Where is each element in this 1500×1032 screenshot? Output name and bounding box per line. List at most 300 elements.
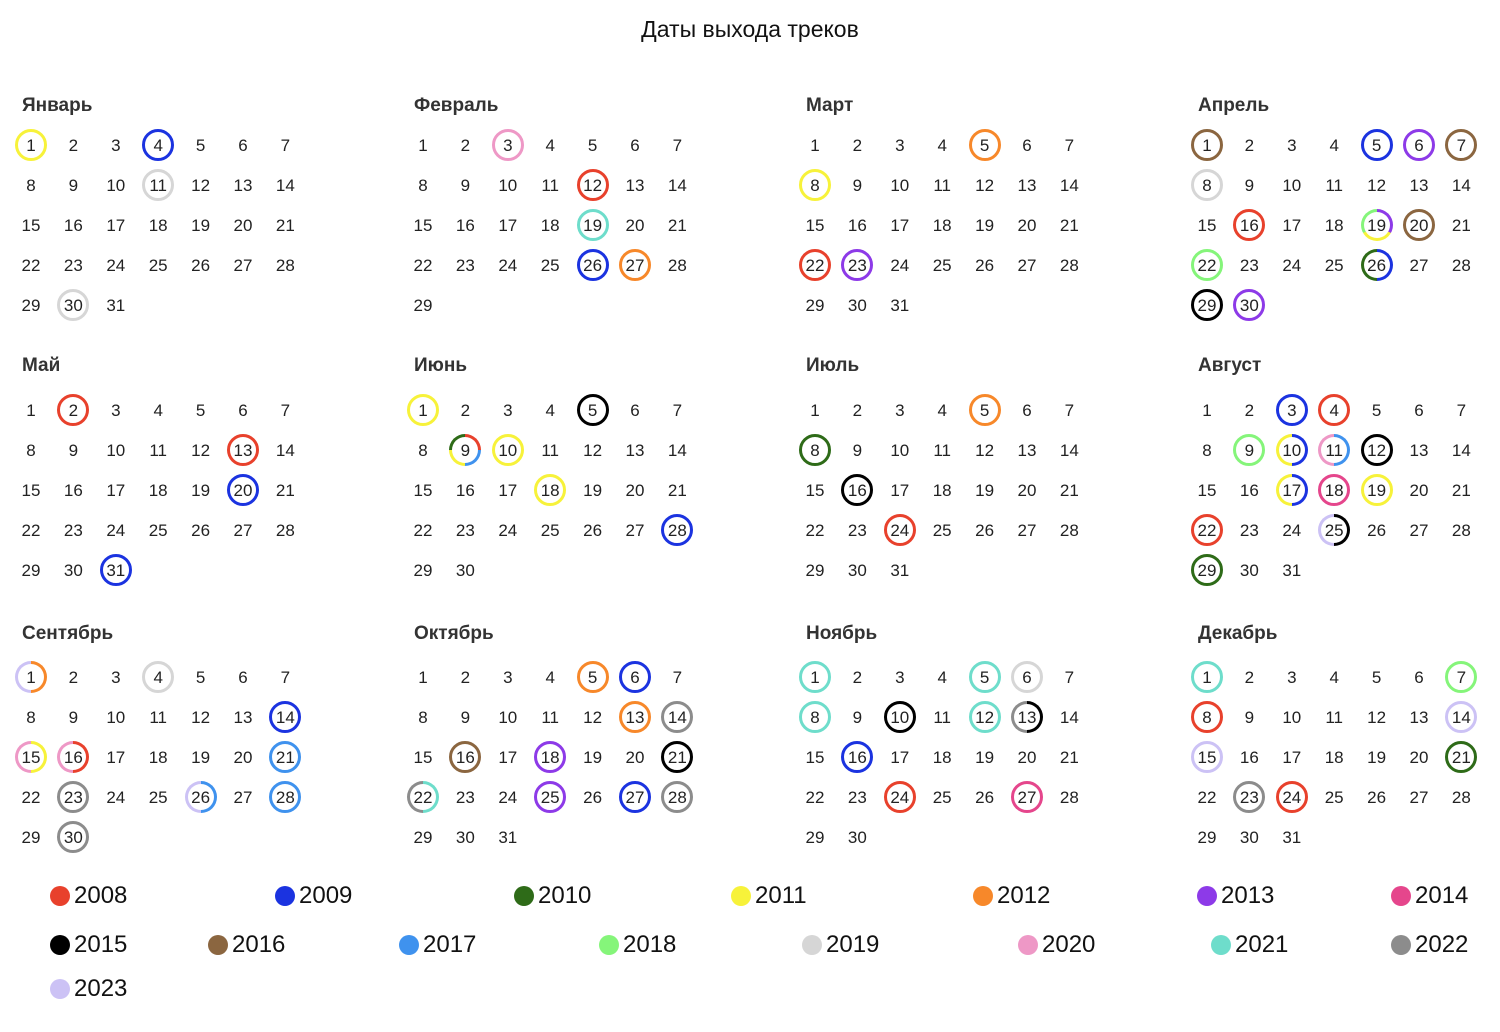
calendar-day: [1276, 821, 1308, 853]
day-number: 9: [1244, 175, 1255, 195]
calendar-day: [1318, 209, 1350, 241]
day-number: 27: [625, 787, 645, 807]
calendar-day: [619, 514, 651, 546]
month-name: Апрель: [1198, 95, 1270, 116]
day-number: 17: [890, 215, 910, 235]
release-date-marker: [1403, 129, 1435, 161]
day-number: 25: [148, 520, 168, 540]
day-number: 18: [148, 215, 168, 235]
day-number: 17: [106, 747, 126, 767]
day-number: 30: [1239, 827, 1259, 847]
calendar-day: [269, 474, 301, 506]
day-number: 6: [1022, 400, 1032, 420]
calendar-day: [100, 701, 132, 733]
calendar-day: [269, 169, 301, 201]
legend-item: [50, 975, 127, 1003]
day-number: 18: [1324, 747, 1344, 767]
calendar-day: [619, 169, 651, 201]
calendar-day: [1053, 661, 1085, 693]
day-number: 14: [667, 707, 687, 727]
day-number: 27: [1017, 255, 1037, 275]
calendar-day: [1361, 781, 1393, 813]
day-number: 5: [1371, 135, 1382, 155]
day-number: 22: [21, 255, 41, 275]
day-number: 20: [1409, 747, 1429, 767]
legend-swatch: [50, 935, 70, 955]
legend-swatch: [50, 979, 70, 999]
day-number: 22: [805, 787, 825, 807]
calendar-day: [926, 434, 958, 466]
calendar-day: [577, 434, 609, 466]
day-number: 26: [975, 787, 995, 807]
day-number: 6: [238, 400, 248, 420]
calendar-day: [1233, 514, 1265, 546]
day-number: 17: [106, 215, 126, 235]
day-number: 31: [1282, 560, 1302, 580]
day-number: 16: [847, 747, 867, 767]
day-number: 30: [63, 827, 83, 847]
day-number: 26: [975, 255, 995, 275]
calendar-day: [841, 781, 873, 813]
day-number: 10: [498, 175, 518, 195]
day-number: 14: [1451, 440, 1471, 460]
day-number: 19: [583, 480, 603, 500]
day-number: 27: [1409, 520, 1429, 540]
day-number: 12: [975, 175, 995, 195]
day-number: 21: [1451, 480, 1471, 500]
day-number: 24: [1282, 255, 1302, 275]
day-number: 21: [1451, 215, 1471, 235]
calendar-day: [884, 289, 916, 321]
day-number: 1: [810, 135, 820, 155]
day-number: 2: [68, 400, 79, 420]
calendar-day: [577, 129, 609, 161]
release-date-marker: [57, 289, 89, 321]
calendar-day: [1011, 169, 1043, 201]
day-number: 29: [413, 827, 433, 847]
day-number: 6: [1022, 667, 1032, 687]
day-number: 30: [455, 560, 475, 580]
calendar-day: [449, 209, 481, 241]
release-date-marker: [534, 474, 566, 506]
calendar-day: [57, 209, 89, 241]
day-number: 31: [890, 560, 910, 580]
day-number: 26: [191, 787, 211, 807]
day-number: 25: [1324, 255, 1344, 275]
calendar-day: [1361, 514, 1393, 546]
calendar-day: [534, 701, 566, 733]
day-number: 7: [1064, 400, 1075, 420]
day-number: 31: [1282, 827, 1302, 847]
release-date-marker: [185, 781, 217, 813]
calendar-day: [1445, 209, 1477, 241]
day-number: 15: [21, 747, 41, 767]
day-number: 26: [191, 255, 211, 275]
month-name: Июнь: [414, 355, 468, 376]
calendar-day: [407, 661, 439, 693]
day-number: 5: [195, 135, 206, 155]
calendar-day: [407, 434, 439, 466]
month-name: Сентябрь: [22, 623, 114, 644]
release-date-marker: [661, 701, 693, 733]
calendar-day: [1445, 169, 1477, 201]
calendar-day: [926, 169, 958, 201]
day-number: 7: [672, 400, 683, 420]
day-number: 20: [1017, 215, 1037, 235]
calendar-day: [926, 474, 958, 506]
calendar-day: [142, 701, 174, 733]
release-date-marker: [269, 781, 301, 813]
release-date-marker: [661, 781, 693, 813]
day-number: 1: [26, 667, 36, 687]
calendar-day: [1233, 701, 1265, 733]
day-number: 12: [191, 175, 211, 195]
day-number: 28: [667, 255, 687, 275]
calendar-day: [534, 129, 566, 161]
day-number: 7: [280, 667, 291, 687]
calendar-day: [15, 474, 47, 506]
calendar-day: [1191, 474, 1223, 506]
release-date-marker: [1011, 701, 1043, 733]
day-number: 12: [1367, 707, 1387, 727]
day-number: 29: [1197, 827, 1217, 847]
calendar-day: [799, 289, 831, 321]
release-date-marker: [619, 701, 651, 733]
legend-swatch: [1197, 886, 1217, 906]
day-number: 3: [503, 135, 513, 155]
calendar-day: [841, 209, 873, 241]
day-number: 9: [460, 175, 471, 195]
release-date-marker: [57, 394, 89, 426]
calendar-day: [227, 129, 259, 161]
release-date-marker: [57, 741, 89, 773]
day-number: 25: [1324, 520, 1344, 540]
day-number: 26: [1367, 520, 1387, 540]
day-number: 16: [847, 215, 867, 235]
day-number: 19: [975, 215, 995, 235]
release-date-marker: [1403, 209, 1435, 241]
legend-item: [50, 882, 127, 910]
day-number: 21: [667, 747, 687, 767]
calendar-day: [269, 249, 301, 281]
day-number: 19: [975, 480, 995, 500]
day-number: 24: [890, 787, 910, 807]
calendar-day: [577, 781, 609, 813]
calendar-day: [407, 209, 439, 241]
day-number: 28: [275, 787, 295, 807]
calendar-day: [799, 209, 831, 241]
day-number: 10: [106, 175, 126, 195]
day-number: 29: [1197, 560, 1217, 580]
calendar-day: [1233, 661, 1265, 693]
day-number: 5: [587, 667, 598, 687]
day-number: 28: [1059, 787, 1079, 807]
day-number: 27: [1017, 520, 1037, 540]
calendar-day: [492, 741, 524, 773]
release-date-marker: [449, 741, 481, 773]
release-date-marker: [1191, 249, 1223, 281]
day-number: 23: [1239, 255, 1259, 275]
calendar-day: [969, 209, 1001, 241]
day-number: 28: [1451, 787, 1471, 807]
page-title: Даты выхода треков: [641, 16, 859, 42]
legend-label: 2017: [423, 931, 477, 958]
release-date-marker: [1361, 129, 1393, 161]
calendar-day: [227, 741, 259, 773]
calendar-day: [449, 129, 481, 161]
day-number: 10: [890, 707, 910, 727]
calendar-day: [841, 661, 873, 693]
month-name: Ноябрь: [806, 623, 878, 644]
day-number: 28: [275, 520, 295, 540]
day-number: 4: [153, 667, 163, 687]
day-number: 27: [1409, 255, 1429, 275]
day-number: 23: [847, 255, 867, 275]
calendar-day: [407, 129, 439, 161]
day-number: 9: [852, 440, 863, 460]
day-number: 2: [852, 135, 863, 155]
day-number: 27: [233, 255, 253, 275]
calendar-day: [1011, 434, 1043, 466]
release-date-marker: [1276, 394, 1308, 426]
calendar-day: [185, 209, 217, 241]
day-number: 11: [149, 707, 168, 727]
day-number: 22: [413, 255, 433, 275]
calendar-day: [407, 701, 439, 733]
day-number: 8: [418, 440, 428, 460]
legend-item: [1211, 931, 1288, 959]
release-date-marker: [1318, 474, 1350, 506]
release-date-marker: [1361, 434, 1393, 466]
day-number: 25: [932, 255, 952, 275]
day-number: 11: [933, 175, 952, 195]
release-date-marker: [1191, 741, 1223, 773]
day-number: 16: [1239, 480, 1259, 500]
day-number: 5: [587, 400, 598, 420]
day-number: 1: [26, 400, 36, 420]
calendar-day: [492, 474, 524, 506]
calendar-day: [1011, 474, 1043, 506]
day-number: 13: [1409, 175, 1429, 195]
day-number: 14: [1059, 440, 1079, 460]
day-number: 24: [1282, 787, 1302, 807]
day-number: 27: [625, 520, 645, 540]
legend-swatch: [1018, 935, 1038, 955]
day-number: 24: [106, 520, 126, 540]
calendar-day: [100, 249, 132, 281]
calendar-day: [1233, 394, 1265, 426]
day-number: 20: [233, 480, 253, 500]
calendar-day: [969, 249, 1001, 281]
calendar-day: [1276, 209, 1308, 241]
calendar-day: [449, 394, 481, 426]
legend-swatch: [208, 935, 228, 955]
day-number: 23: [63, 520, 83, 540]
day-number: 24: [106, 787, 126, 807]
calendar-day: [926, 661, 958, 693]
calendar-day: [1403, 781, 1435, 813]
month-name: Февраль: [414, 95, 499, 116]
release-date-marker: [1361, 209, 1393, 241]
day-number: 6: [238, 667, 248, 687]
day-number: 23: [455, 520, 475, 540]
day-number: 8: [810, 175, 820, 195]
release-date-marker: [577, 209, 609, 241]
day-number: 2: [1244, 400, 1255, 420]
day-number: 13: [233, 707, 253, 727]
day-number: 11: [541, 175, 560, 195]
day-number: 12: [583, 175, 603, 195]
day-number: 24: [498, 787, 518, 807]
calendar-day: [841, 514, 873, 546]
day-number: 25: [540, 255, 560, 275]
calendar-day: [1053, 781, 1085, 813]
day-number: 22: [21, 520, 41, 540]
day-number: 30: [847, 827, 867, 847]
calendar-day: [227, 169, 259, 201]
day-number: 8: [418, 707, 428, 727]
day-number: 9: [1244, 707, 1255, 727]
calendar-day: [619, 434, 651, 466]
day-number: 9: [68, 175, 79, 195]
calendar-day: [185, 514, 217, 546]
day-number: 16: [63, 215, 83, 235]
day-number: 3: [111, 400, 121, 420]
calendar-day: [100, 434, 132, 466]
day-number: 18: [1324, 215, 1344, 235]
day-number: 2: [852, 400, 863, 420]
calendar-day: [1403, 474, 1435, 506]
day-number: 13: [1017, 175, 1037, 195]
day-number: 13: [1017, 440, 1037, 460]
calendar-day: [227, 514, 259, 546]
calendar-day: [492, 169, 524, 201]
day-number: 16: [455, 747, 475, 767]
day-number: 13: [625, 707, 645, 727]
day-number: 7: [280, 400, 291, 420]
calendar-day: [1276, 169, 1308, 201]
release-date-marker: [577, 661, 609, 693]
release-date-marker: [1276, 781, 1308, 813]
day-number: 10: [498, 707, 518, 727]
month-name: Май: [22, 355, 61, 376]
calendar-day: [926, 129, 958, 161]
calendar-day: [1053, 514, 1085, 546]
day-number: 26: [1367, 787, 1387, 807]
calendar-day: [15, 249, 47, 281]
day-number: 23: [63, 787, 83, 807]
release-date-marker: [407, 781, 439, 813]
calendar-day: [407, 514, 439, 546]
calendar-day: [1445, 434, 1477, 466]
calendar-day: [841, 394, 873, 426]
calendar-day: [142, 209, 174, 241]
day-number: 15: [413, 215, 433, 235]
day-number: 23: [847, 520, 867, 540]
calendar-day: [449, 781, 481, 813]
calendar-day: [492, 209, 524, 241]
day-number: 29: [1197, 295, 1217, 315]
day-number: 30: [63, 560, 83, 580]
day-number: 27: [625, 255, 645, 275]
legend-swatch: [1391, 886, 1411, 906]
calendar-day: [661, 434, 693, 466]
calendar-day: [841, 821, 873, 853]
calendar-day: [1053, 209, 1085, 241]
day-number: 22: [21, 787, 41, 807]
release-date-marker: [799, 169, 831, 201]
day-number: 9: [852, 707, 863, 727]
calendar-day: [577, 741, 609, 773]
calendar-day: [492, 701, 524, 733]
calendar-day: [661, 209, 693, 241]
calendar-day: [142, 434, 174, 466]
release-date-marker: [1011, 781, 1043, 813]
release-date-marker: [15, 741, 47, 773]
release-date-marker: [57, 821, 89, 853]
day-number: 20: [1409, 480, 1429, 500]
calendar-day: [15, 169, 47, 201]
calendar-day: [492, 394, 524, 426]
release-date-marker: [492, 434, 524, 466]
day-number: 20: [625, 480, 645, 500]
release-date-marker: [884, 781, 916, 813]
day-number: 11: [1325, 175, 1344, 195]
calendar-day: [57, 701, 89, 733]
day-number: 11: [149, 440, 168, 460]
calendar-day: [534, 209, 566, 241]
day-number: 3: [895, 135, 905, 155]
calendar-day: [15, 821, 47, 853]
calendar-day: [799, 741, 831, 773]
calendar-day: [15, 209, 47, 241]
calendar-day: [492, 781, 524, 813]
day-number: 3: [895, 667, 905, 687]
legend-label: 2020: [1042, 931, 1096, 958]
day-number: 24: [1282, 520, 1302, 540]
legend-label: 2008: [74, 882, 128, 909]
legend-item: [973, 882, 1050, 910]
calendar-day: [926, 394, 958, 426]
calendar-day: [57, 661, 89, 693]
day-number: 18: [540, 480, 560, 500]
day-number: 15: [1197, 480, 1217, 500]
calendar-day: [1276, 249, 1308, 281]
day-number: 10: [890, 440, 910, 460]
legend-swatch: [731, 886, 751, 906]
day-number: 7: [1064, 135, 1075, 155]
day-number: 24: [106, 255, 126, 275]
calendar-day: [534, 394, 566, 426]
calendar-day: [661, 129, 693, 161]
calendar-day: [661, 394, 693, 426]
calendar-day: [407, 554, 439, 586]
day-number: 17: [1282, 215, 1302, 235]
month-name: Декабрь: [1198, 623, 1278, 644]
day-number: 16: [847, 480, 867, 500]
calendar-day: [142, 781, 174, 813]
day-number: 8: [1202, 175, 1212, 195]
calendar-day: [57, 249, 89, 281]
release-date-marker: [884, 701, 916, 733]
calendar-day: [100, 474, 132, 506]
legend-label: 2023: [74, 975, 128, 1002]
calendar-day: [227, 701, 259, 733]
release-date-marker: [1445, 661, 1477, 693]
day-number: 1: [418, 667, 428, 687]
release-date-marker: [1191, 169, 1223, 201]
calendar-day: [926, 741, 958, 773]
